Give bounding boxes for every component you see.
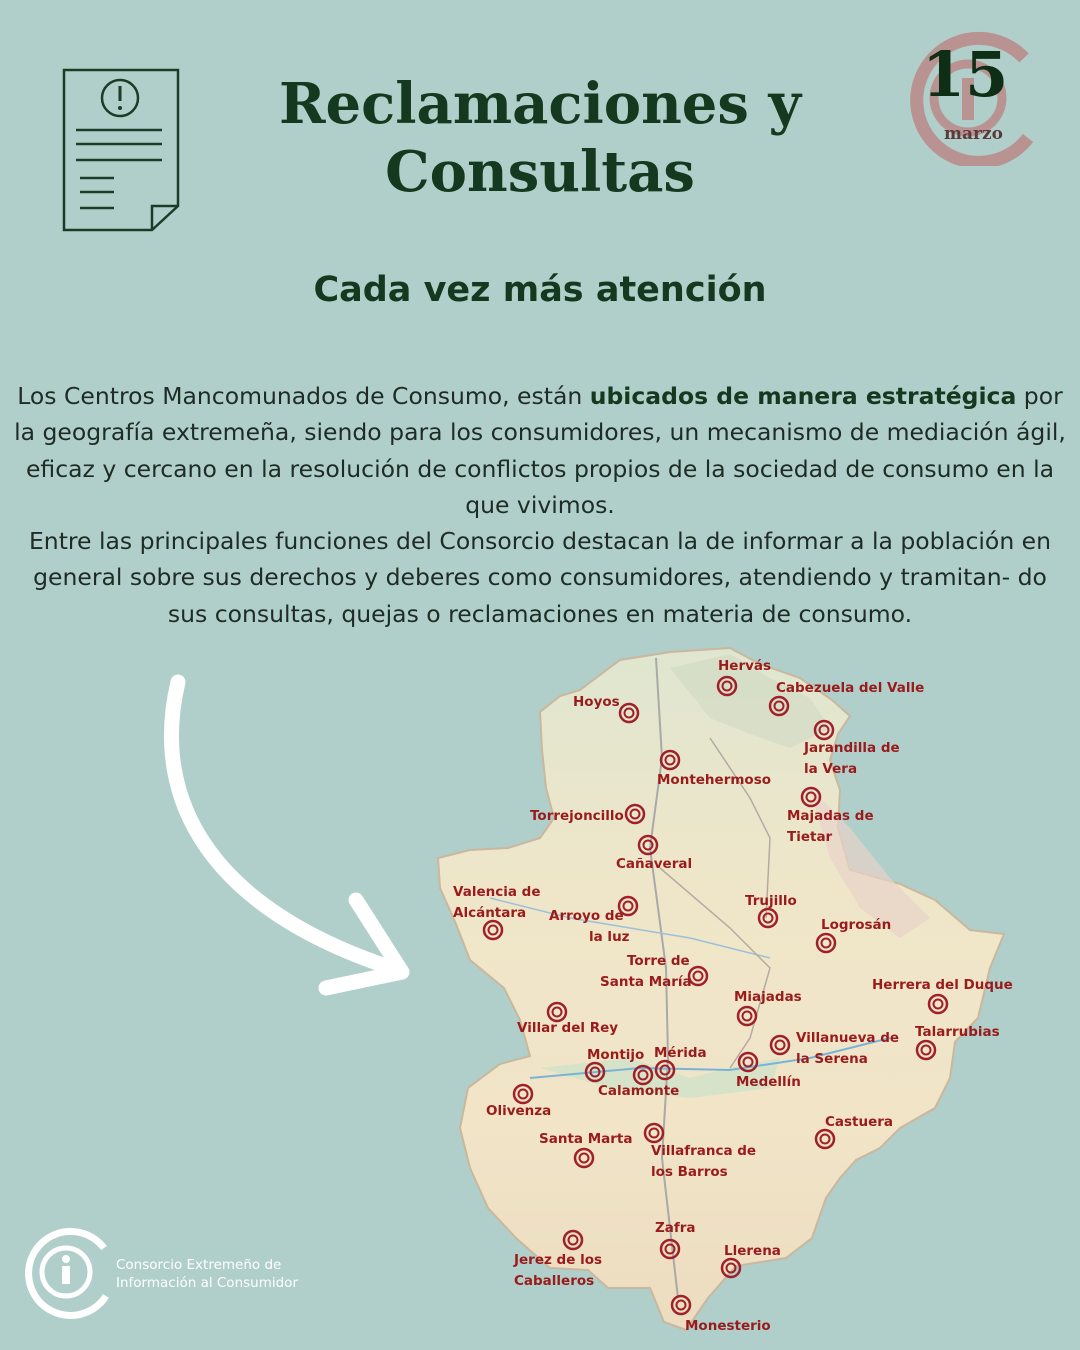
- map-label-arroyo-2: la luz: [589, 929, 630, 945]
- map-label-talarrubias: Talarrubias: [915, 1024, 1000, 1040]
- map-label-olivenza: Olivenza: [486, 1103, 552, 1119]
- map-marker-hervas: [716, 675, 738, 697]
- map-label-jerez-2: Caballeros: [514, 1273, 595, 1289]
- map-label-majadas-1: Majadas de: [787, 808, 874, 824]
- map-label-jarandilla-1: Jarandilla de: [804, 740, 900, 756]
- map-label-zafra: Zafra: [655, 1220, 696, 1236]
- curved-arrow-icon: [150, 670, 430, 1000]
- body-text: [12, 378, 1068, 632]
- map-label-cabezuela: Cabezuela del Valle: [776, 680, 925, 696]
- map-label-hervas: Hervás: [718, 658, 772, 674]
- map-label-montehermoso: Montehermoso: [657, 772, 772, 788]
- org-name: [116, 1256, 298, 1292]
- map-label-montijo: Montijo: [587, 1047, 645, 1063]
- map-marker-santa-marta: [573, 1147, 595, 1169]
- map-label-torrejoncillo: Torrejoncillo: [530, 808, 624, 824]
- map-label-medellin: Medellín: [736, 1074, 801, 1090]
- body-p1-start: Los Centros Mancomunados de Consumo, están: [17, 382, 590, 410]
- map-label-santa-marta: Santa Marta: [539, 1131, 633, 1147]
- map-marker-monesterio: [670, 1294, 692, 1316]
- map-marker-jerez: [562, 1229, 584, 1251]
- map-label-merida: Mérida: [654, 1045, 707, 1061]
- map-label-trujillo: Trujillo: [745, 893, 797, 909]
- map-marker-medellin: [737, 1051, 759, 1073]
- map-marker-miajadas: [736, 1005, 758, 1027]
- org-name-line-1: Consorcio Extremeño de: [116, 1257, 282, 1273]
- map-label-valencia-1: Valencia de: [453, 884, 541, 900]
- map-marker-zafra: [659, 1238, 681, 1260]
- map-label-villafranca-1: Villafranca de: [651, 1143, 757, 1159]
- map-label-arroyo-1: Arroyo de: [549, 908, 624, 924]
- map-marker-herrera: [927, 993, 949, 1015]
- map-label-villar: Villar del Rey: [517, 1020, 619, 1036]
- map-label-calamonte: Calamonte: [598, 1083, 680, 1099]
- map-label-logrosan: Logrosán: [821, 917, 892, 933]
- map-label-herrera: Herrera del Duque: [872, 977, 1013, 993]
- map-label-llerena: Llerena: [724, 1243, 781, 1259]
- title-line-2: Consultas: [385, 139, 695, 205]
- subtitle: Cada vez más atención: [313, 270, 767, 310]
- map-label-miajadas: Miajadas: [734, 989, 802, 1005]
- map-label-valencia-2: Alcántara: [453, 905, 527, 921]
- page-title: [240, 70, 840, 206]
- map-marker-villanueva: [769, 1034, 791, 1056]
- map-marker-majadas: [800, 786, 822, 808]
- map-label-hoyos: Hoyos: [573, 694, 620, 710]
- badge-day: 15: [922, 38, 1009, 111]
- map-marker-hoyos: [618, 702, 640, 724]
- map-label-torre-1: Torre de: [627, 953, 690, 969]
- badge-month: marzo: [944, 124, 1003, 144]
- map-label-castuera: Castuera: [825, 1114, 894, 1130]
- map-label-majadas-2: Tietar: [787, 829, 833, 845]
- map-label-villanueva-2: la Serena: [796, 1051, 868, 1067]
- map-label-jerez-1: Jerez de los: [514, 1252, 603, 1268]
- body-p1-bold: ubicados de manera estratégica: [589, 382, 1017, 410]
- map-label-jarandilla-2: la Vera: [804, 761, 858, 777]
- body-p1-end: por la geografía extremeña, siendo para los consumidores, un mecanismo de mediación ágil, eficaz y cercano en la resolución de conflictos propios de la sociedad de consumo en la que vivimos.: [14, 382, 1066, 519]
- map-label-villafranca-2: los Barros: [651, 1164, 728, 1180]
- consorcio-logo-icon: [18, 1224, 114, 1320]
- map-marker-canaveral: [637, 834, 659, 856]
- map-marker-montehermoso: [659, 749, 681, 771]
- map-label-villanueva-1: Villanueva de: [796, 1030, 900, 1046]
- body-p2: Entre las principales funciones del Consorcio destacan la de informar a la población en general sobre sus derechos y deberes como consumidores, atendiendo y tramitan- do sus consultas, quejas o reclamaciones en materia de consumo.: [28, 527, 1052, 628]
- title-line-1: Reclamaciones y: [279, 71, 801, 137]
- map-marker-torrejoncillo: [624, 803, 646, 825]
- org-name-line-2: Información al Consumidor: [116, 1275, 298, 1291]
- map-label-canaveral: Cañaveral: [616, 856, 693, 872]
- map-label-torre-2: Santa María: [600, 974, 692, 990]
- document-alert-icon: [62, 68, 180, 232]
- map-label-monesterio: Monesterio: [685, 1318, 771, 1334]
